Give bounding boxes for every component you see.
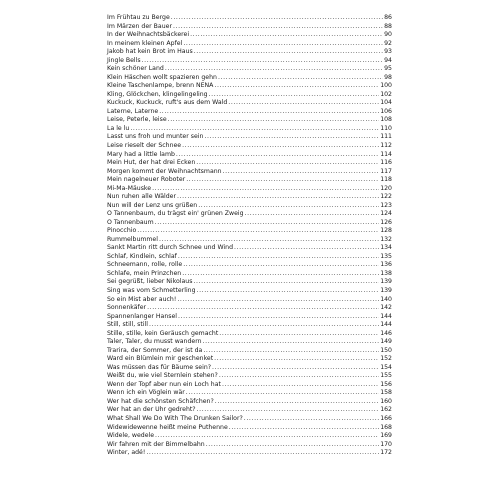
toc-entry-title: Im Frühtau zu Berge <box>107 14 170 21</box>
toc-entry <box>107 168 392 177</box>
dot-leader <box>186 389 379 398</box>
toc-entry-page-number: 88 <box>384 22 392 30</box>
toc-entry <box>107 296 392 305</box>
toc-entry-page-number: 93 <box>384 48 392 56</box>
toc-entry <box>107 48 392 57</box>
toc-entry-page-number: 111 <box>380 133 392 141</box>
toc-entry-title: Kuckuck, Kuckuck, ruft's aus dem Wald <box>107 99 228 107</box>
dot-leader <box>206 441 379 450</box>
toc-entry-page-number: 154 <box>380 363 392 371</box>
toc-entry <box>107 415 392 424</box>
toc-entry <box>107 151 392 160</box>
toc-entry <box>107 185 392 194</box>
dot-leader <box>182 270 379 279</box>
dot-leader <box>152 185 379 194</box>
toc-entry-page-number: 138 <box>380 269 392 277</box>
toc-entry-page-number: 98 <box>384 73 392 81</box>
toc-entry <box>107 210 392 219</box>
toc-entry-title: Wenn der Topf aber nun ein Loch hat <box>107 380 221 388</box>
toc-entry-title: Kling, Glöckchen, klingelingeling <box>107 90 208 98</box>
dot-leader <box>173 23 383 32</box>
toc-entry-page-number: 139 <box>380 287 392 294</box>
toc-entry-title: So ein Mist aber auch! <box>107 295 177 303</box>
toc-entry-page-number: 149 <box>380 338 392 346</box>
toc-entry-page-number: 156 <box>380 380 392 388</box>
dot-leader <box>155 432 379 441</box>
toc-entry-title: Leise, Peterle, leise <box>107 116 167 124</box>
toc-entry <box>107 253 392 262</box>
toc-entry-title: Sei gegrüßt, lieber Nikolaus <box>107 278 193 286</box>
toc-entry-page-number: 140 <box>380 295 392 303</box>
dot-leader <box>244 415 379 424</box>
toc-entry <box>107 278 392 287</box>
toc-entry-title: Taler, Taler, du musst wandern <box>107 338 202 346</box>
toc-entry-page-number: 102 <box>380 90 392 98</box>
toc-entry-title: Pinocchio <box>107 227 137 235</box>
toc-entry-title: Mary had a little lamb <box>107 150 175 158</box>
toc-entry-page-number: 116 <box>380 159 392 167</box>
toc-entry-page-number: 124 <box>380 210 392 218</box>
toc-entry-title: Nun ruhen alle Wälder <box>107 193 177 201</box>
toc-entry-page-number: 172 <box>380 449 392 457</box>
dot-leader <box>212 364 379 373</box>
toc-entry <box>107 364 392 373</box>
toc-entry-title: What Shall We Do With The Drunken Sailor? <box>107 414 243 422</box>
dot-leader <box>177 296 379 305</box>
toc-entry <box>107 65 392 74</box>
toc-entry <box>107 23 392 32</box>
toc-entry-title: Winter, adé! <box>107 449 146 457</box>
dot-leader <box>229 424 379 433</box>
toc-entry <box>107 338 392 347</box>
toc-entry-title: Kein schöner Land <box>107 65 164 73</box>
toc-entry-page-number: 90 <box>384 31 392 39</box>
dot-leader <box>203 347 379 356</box>
toc-entry-title: Schneemann, rolle, rolle <box>107 261 183 269</box>
dot-leader <box>146 449 379 458</box>
toc-entry <box>107 236 392 245</box>
toc-entry-title: In meinem kleinen Apfel <box>107 39 183 47</box>
dot-leader <box>197 287 380 296</box>
toc-entry-page-number: 144 <box>380 321 392 329</box>
toc-entry-title: Im Märzen der Bauer <box>107 22 172 30</box>
toc-entry <box>107 40 392 49</box>
toc-entry <box>107 99 392 108</box>
dot-leader <box>193 278 379 287</box>
toc-entry <box>107 125 392 134</box>
toc-entry-title: Sonnenkäfer <box>107 304 147 312</box>
dot-leader <box>168 116 380 125</box>
toc-entry-title: Leise rieselt der Schnee <box>107 141 182 149</box>
toc-entry <box>107 219 392 228</box>
toc-entry-title: O Tannenbaum <box>107 218 154 226</box>
toc-entry-title: Wer hat die schönsten Schäfchen? <box>107 397 214 405</box>
toc-entry <box>107 202 392 211</box>
toc-entry-page-number: 134 <box>380 244 392 252</box>
toc-entry-page-number: 152 <box>380 355 392 363</box>
toc-entry <box>107 330 392 339</box>
toc-entry-page-number: 114 <box>380 150 392 158</box>
toc-entry-page-number: 160 <box>380 397 392 405</box>
toc-entry-page-number: 106 <box>380 107 392 115</box>
dot-leader <box>149 321 379 330</box>
toc-entry-page-number: 135 <box>380 252 392 260</box>
toc-entry-title: Still, still, still <box>107 321 148 329</box>
dot-leader <box>196 159 379 168</box>
toc-entry <box>107 406 392 415</box>
dot-leader <box>130 125 379 134</box>
dot-leader <box>190 31 383 40</box>
toc-entry-title: Schlaf, Kindlein, schlaf <box>107 252 177 260</box>
toc-entry-page-number: 132 <box>380 235 392 243</box>
dot-leader <box>159 108 379 117</box>
toc-entry-title: Mein nagelneuer Roboter <box>107 176 186 184</box>
toc-entry-title: Laterne, Laterne <box>107 107 159 115</box>
toc-entry <box>107 74 392 83</box>
toc-entry-title: La le lu <box>107 124 130 132</box>
toc-entry-title: Stille, stille, kein Geräusch gemacht <box>107 329 219 337</box>
toc-entry-title: Sing was vom Schmetterling <box>107 287 196 294</box>
dot-leader <box>177 193 379 202</box>
dot-leader <box>171 14 383 23</box>
toc-entry-page-number: 95 <box>384 65 392 73</box>
toc-entry-page-number: 120 <box>380 184 392 192</box>
toc-entry-title: Ward ein Blümlein mir geschenket <box>107 355 214 363</box>
toc-entry-title: Was müssen das für Bäume sein? <box>107 363 212 371</box>
dot-leader <box>183 261 379 270</box>
toc-entry-page-number: 112 <box>380 141 392 149</box>
toc-entry-page-number: 104 <box>380 99 392 107</box>
dot-leader <box>142 57 384 66</box>
dot-leader <box>209 91 380 100</box>
toc-entry-page-number: 169 <box>380 432 392 440</box>
toc-entry-title: Jakob hat kein Brot im Haus <box>107 48 193 56</box>
dot-leader <box>223 168 380 177</box>
toc-entry <box>107 176 392 185</box>
dot-leader <box>159 236 379 245</box>
toc-entry-title: Mein Hut, der hat drei Ecken <box>107 159 196 167</box>
toc-entry-title: Weißt du, wie viel Sternlein stehen? <box>107 372 218 380</box>
toc-entry <box>107 441 392 450</box>
toc-entry <box>107 398 392 407</box>
toc-entry <box>107 355 392 364</box>
toc-entry-page-number: 123 <box>380 201 392 209</box>
toc-entry <box>107 381 392 390</box>
toc-entry <box>107 227 392 236</box>
toc-entry-title: Rummelbummel <box>107 235 158 243</box>
toc-entry-title: Morgen kommt der Weihnachtsmann <box>107 167 222 175</box>
toc-entry-title: Nun will der Lenz uns grüßen <box>107 201 198 209</box>
toc-entry-page-number: 168 <box>380 423 392 431</box>
toc-entry-page-number: 117 <box>380 167 392 175</box>
dot-leader <box>178 313 379 322</box>
toc-entry-page-number: 122 <box>380 193 392 201</box>
toc-entry <box>107 142 392 151</box>
toc-entry-page-number: 94 <box>384 56 392 64</box>
dot-leader <box>204 133 379 142</box>
toc-entry-title: Schlafe, mein Prinzchen <box>107 269 182 277</box>
toc-entry-title: Klein Häschen wollt spazieren gehn <box>107 73 217 81</box>
toc-entry-title: Mi-Ma-Mäuske <box>107 184 152 192</box>
toc-entry-title: Widele, wedele <box>107 432 155 440</box>
toc-entry <box>107 449 392 458</box>
table-of-contents <box>107 14 392 458</box>
toc-entry <box>107 313 392 322</box>
dot-leader <box>214 355 379 364</box>
toc-entry <box>107 82 392 91</box>
toc-entry <box>107 108 392 117</box>
dot-leader <box>215 398 379 407</box>
toc-entry-page-number: 139 <box>380 278 392 286</box>
toc-entry <box>107 261 392 270</box>
toc-entry <box>107 321 392 330</box>
toc-entry-page-number: 142 <box>380 304 392 312</box>
toc-entry-page-number: 126 <box>380 218 392 226</box>
toc-entry-title: Wer hat an der Uhr gedreht? <box>107 406 196 414</box>
toc-entry <box>107 424 392 433</box>
dot-leader <box>176 151 379 160</box>
dot-leader <box>165 65 383 74</box>
dot-leader <box>219 330 379 339</box>
toc-entry-page-number: 128 <box>380 227 392 235</box>
dot-leader <box>182 142 379 151</box>
toc-entry <box>107 91 392 100</box>
dot-leader <box>194 48 383 57</box>
toc-entry-title: Sankt Martin ritt durch Schnee und Wind <box>107 244 233 252</box>
dot-leader <box>218 74 383 83</box>
dot-leader <box>183 40 383 49</box>
toc-entry-page-number: 110 <box>380 124 392 132</box>
toc-entry-title: Kleine Taschenlampe, brenn NENA <box>107 82 214 90</box>
toc-entry-page-number: 162 <box>380 406 392 414</box>
toc-entry-title: O Tannenbaum, du trägst ein' grünen Zweig <box>107 210 244 218</box>
dot-leader <box>222 381 379 390</box>
toc-entry-page-number: 108 <box>380 116 392 124</box>
toc-entry <box>107 31 392 40</box>
dot-leader <box>178 253 379 262</box>
toc-entry-title: Lasst uns froh und munter sein <box>107 133 204 141</box>
toc-entry-page-number: 118 <box>380 176 392 184</box>
toc-entry <box>107 57 392 66</box>
toc-entry <box>107 133 392 142</box>
toc-entry-page-number: 92 <box>384 39 392 47</box>
toc-entry-title: Wenn ich ein Vöglein wär <box>107 389 185 397</box>
toc-entry <box>107 304 392 313</box>
toc-entry-page-number: 150 <box>380 346 392 354</box>
toc-entry-page-number: 146 <box>380 329 392 337</box>
toc-entry-page-number: 144 <box>380 312 392 320</box>
dot-leader <box>203 338 380 347</box>
dot-leader <box>197 406 380 415</box>
dot-leader <box>147 304 379 313</box>
toc-entry <box>107 270 392 279</box>
toc-entry-page-number: 166 <box>380 414 392 422</box>
toc-entry-title: Jingle Bells <box>107 56 141 64</box>
dot-leader <box>228 99 379 108</box>
dot-leader <box>198 202 379 211</box>
toc-entry <box>107 287 392 296</box>
dot-leader <box>234 244 379 253</box>
toc-entry-title: Trarira, der Sommer, der ist da <box>107 346 203 354</box>
toc-entry-title: In der Weihnachtsbäckerei <box>107 31 190 39</box>
dot-leader <box>155 219 380 228</box>
dot-leader <box>219 372 379 381</box>
toc-entry-title: Widewidewenne heißt meine Puthenne <box>107 423 228 431</box>
dot-leader <box>214 82 379 91</box>
toc-entry-page-number: 86 <box>384 14 392 21</box>
toc-entry <box>107 432 392 441</box>
toc-entry <box>107 244 392 253</box>
toc-entry-title: Wir fahren mit der Bimmelbahn <box>107 440 205 448</box>
toc-entry <box>107 14 392 23</box>
toc-entry <box>107 116 392 125</box>
toc-entry <box>107 159 392 168</box>
toc-entry-page-number: 136 <box>380 261 392 269</box>
toc-entry <box>107 347 392 356</box>
toc-entry-page-number: 158 <box>380 389 392 397</box>
toc-entry <box>107 389 392 398</box>
toc-entry-title: Spannenlanger Hansel <box>107 312 178 320</box>
toc-entry <box>107 372 392 381</box>
toc-entry-page-number: 155 <box>380 372 392 380</box>
dot-leader <box>137 227 379 236</box>
toc-entry <box>107 193 392 202</box>
dot-leader <box>186 176 379 185</box>
toc-entry-page-number: 170 <box>380 440 392 448</box>
toc-entry-page-number: 100 <box>380 82 392 90</box>
dot-leader <box>245 210 380 219</box>
